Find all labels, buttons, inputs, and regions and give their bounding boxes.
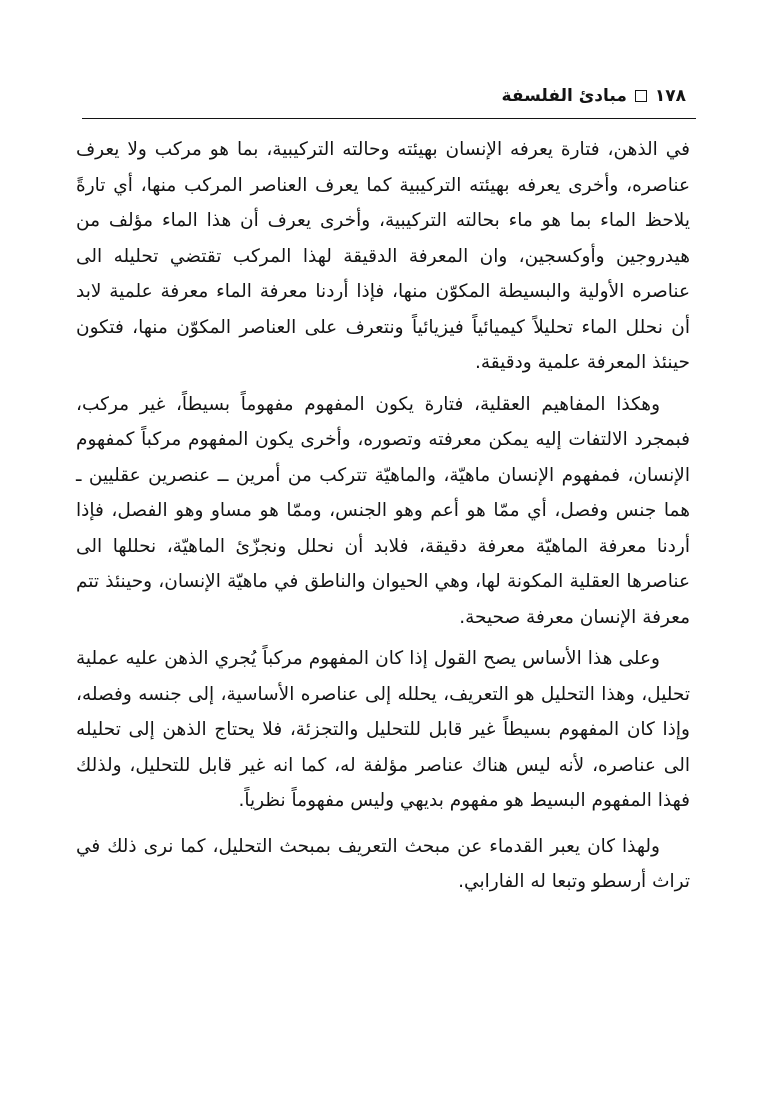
running-header — [502, 86, 686, 106]
page-body — [76, 132, 690, 906]
header-rule — [82, 118, 696, 119]
book-title: مبادئ الفلسفة — [501, 86, 627, 106]
paragraph-2: وهكذا المفاهيم العقلية، فتارة يكون المفهوم مفهوماً بسيطاً، غير مركب، فبمجرد الالتفات إليه يمكن معرفته وتصوره، وأخرى يكون المفهوم مركباً كمفهوم الإنسان، فمفهوم الإنسان ماهيّة، والماهيّة تتركب من أمرين ــ عنصرين عقليين ـ هما جنس وفصل، أي ممّا هو أعم وهو الجنس، وممّا هو مساو وهو الفصل، فإذا أردنا معرفة الماهيّة معرفة دقيقة، فلابد أن نحلل ونجزّئ الماهيّة، نحللها الى عناصرها العقلية المكونة لها، وهي الحيوان والناطق في ماهيّة الإنسان، وحينئذ تتم معرفة الإنسان معرفة صحيحة. — [76, 393, 690, 628]
paragraph-1: في الذهن، فتارة يعرفه الإنسان بهيئته وحالته التركيبية، بما هو مركب ولا يعرف عناصره، وأخرى يعرفه بهيئته التركيبية كما يعرف العناصر المركب منها، أي تارةً يلاحظ الماء بما هو ماء بحالته التركيبية، وأخرى يعرف أن هذا الماء مؤلف من هيدروجين وأوكسجين، وان المعرفة الدقيقة لهذا المركب تقتضي تحليله الى عناصره الأولية والبسيطة المكوّن منها، فإذا أردنا معرفة الماء معرفة علمية لابد أن نحلل الماء تحليلاً كيميائياً فيزيائياً ونتعرف على العناصر المكوّن منها، فتكون حينئذ المعرفة علمية ودقيقة. — [76, 139, 690, 373]
paragraph-3: وعلى هذا الأساس يصح القول إذا كان المفهوم مركباً يُجري الذهن عليه عملية تحليل، وهذا التحليل هو التعريف، يحلله إلى عناصره الأساسية، إلى جنسه وفصله، وإذا كان المفهوم بسيطاً غير قابل للتحليل والتجزئة، فلا يحتاج الذهن إلى تحليله الى عناصره، لأنه ليس هناك عناصر مؤلفة له، كما انه غير قابل للتحليل، ولذلك فهذا المفهوم البسيط هو مفهوم بديهي وليس مفهوماً نظرياً. — [76, 648, 690, 811]
paragraph-4: ولهذا كان يعبر القدماء عن مبحث التعريف بمبحث التحليل، كما نرى ذلك في تراث أرسطو وتبعا له الفارابي. — [76, 835, 690, 892]
square-ornament-icon — [635, 90, 647, 102]
page-number: ١٧٨ — [654, 86, 686, 106]
